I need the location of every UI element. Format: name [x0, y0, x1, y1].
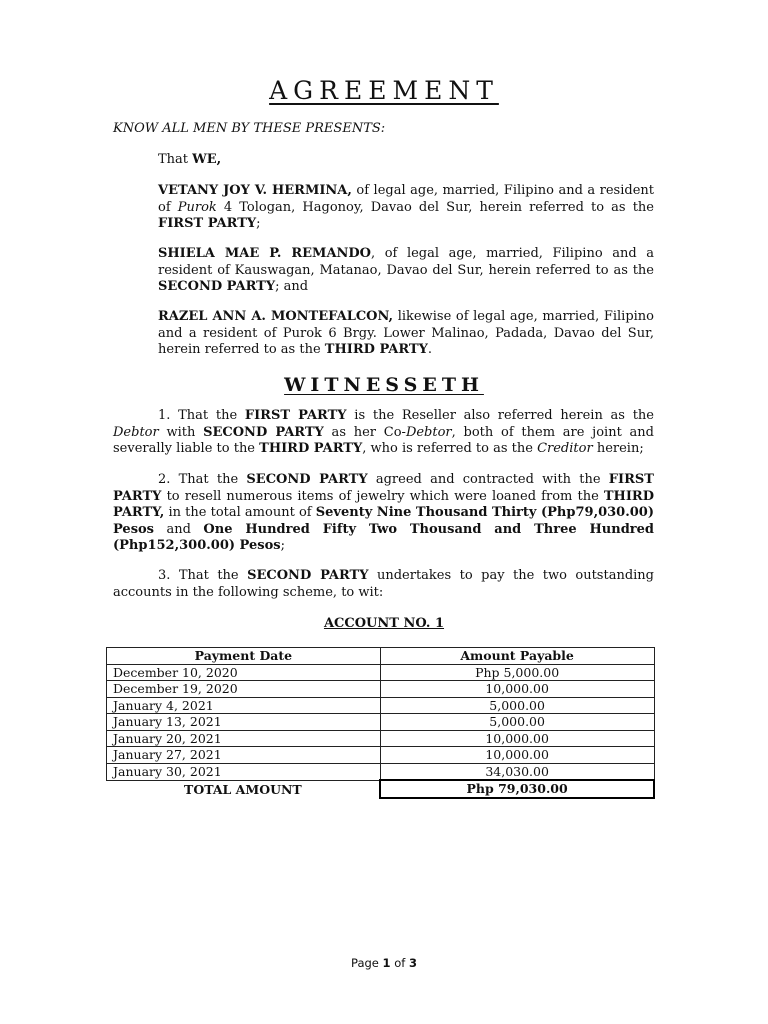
- we-label: WE,: [192, 152, 222, 167]
- preamble: KNOW ALL MEN BY THESE PRESENTS:: [113, 121, 386, 136]
- total-row: [107, 780, 655, 798]
- header-amount-payable: Amount Payable: [380, 648, 654, 665]
- table-row: [107, 697, 655, 714]
- payment-date: January 20, 2021: [107, 730, 381, 747]
- clause-2: 2. That the SECOND PARTY agreed and contracted with the FIRST PARTY to resell numerous items of jewelry which were loaned from the THIRD PARTY, in the total amount of Seventy Nine Thousand Thirty (Php79,030.00) Pesos and One Hundred Fifty Two Thousand and Three Hundred (Php152,300.00) Pesos;: [113, 472, 654, 553]
- table-row: [107, 763, 655, 780]
- table-row: [107, 714, 655, 731]
- amount-payable: 34,030.00: [380, 763, 654, 780]
- third-party-name: RAZEL ANN A. MONTEFALCON,: [158, 309, 394, 324]
- payment-date: January 4, 2021: [107, 697, 381, 714]
- payment-date: December 10, 2020: [107, 664, 381, 681]
- payment-date: December 19, 2020: [107, 681, 381, 698]
- clause-1: 1. That the FIRST PARTY is the Reseller also referred herein as the Debtor with SECOND PARTY as her Co-Debtor, both of them are joint and severally liable to the THIRD PARTY, who is referred to as the Creditor herein;: [113, 408, 654, 456]
- payment-date: January 13, 2021: [107, 714, 381, 731]
- amount-payable: 10,000.00: [380, 681, 654, 698]
- account-title: ACCOUNT NO. 1: [323, 616, 445, 631]
- second-party-paragraph: SHIELA MAE P. REMANDO, of legal age, married, Filipino and a resident of Kauswagan, Matanao, Davao del Sur, herein referred to as the SECOND PARTY; and: [158, 246, 654, 294]
- payment-date: January 27, 2021: [107, 747, 381, 764]
- first-party-name: VETANY JOY V. HERMINA,: [158, 183, 352, 198]
- that-we-line: That WE,: [158, 152, 222, 167]
- table-header-row: [107, 648, 655, 665]
- amount-payable: 10,000.00: [380, 747, 654, 764]
- second-party-name: SHIELA MAE P. REMANDO: [158, 246, 372, 261]
- table-row: [107, 747, 655, 764]
- total-label: TOTAL AMOUNT: [184, 781, 302, 797]
- total-amount: Php 79,030.00: [380, 780, 654, 798]
- page-footer: Page 1 of 3: [351, 956, 417, 970]
- witnesseth-heading: WITNESSETH: [284, 374, 484, 396]
- table-row: [107, 730, 655, 747]
- agreement-title: AGREEMENT: [269, 76, 499, 105]
- amount-payable: 10,000.00: [380, 730, 654, 747]
- payment-date: January 30, 2021: [107, 763, 381, 780]
- page-number: 1: [382, 956, 391, 970]
- first-party-paragraph: VETANY JOY V. HERMINA, of legal age, married, Filipino and a resident of Purok 4 Tologan, Hagonoy, Davao del Sur, herein referred to as the FIRST PARTY;: [158, 183, 654, 231]
- page-total: 3: [408, 956, 417, 970]
- clause-3: 3. That the SECOND PARTY undertakes to pay the two outstanding accounts in the following scheme, to wit:: [113, 568, 654, 600]
- table-row: [107, 664, 655, 681]
- amount-payable: 5,000.00: [380, 697, 654, 714]
- amount-payable: Php 5,000.00: [380, 664, 654, 681]
- payment-schedule-table: [106, 647, 655, 799]
- header-payment-date: Payment Date: [107, 648, 381, 665]
- amount-payable: 5,000.00: [380, 714, 654, 731]
- table-row: [107, 681, 655, 698]
- third-party-paragraph: RAZEL ANN A. MONTEFALCON, likewise of legal age, married, Filipino and a resident of Purok 6 Brgy. Lower Malinao, Padada, Davao del Sur, herein referred to as the THIRD PARTY.: [158, 309, 655, 357]
